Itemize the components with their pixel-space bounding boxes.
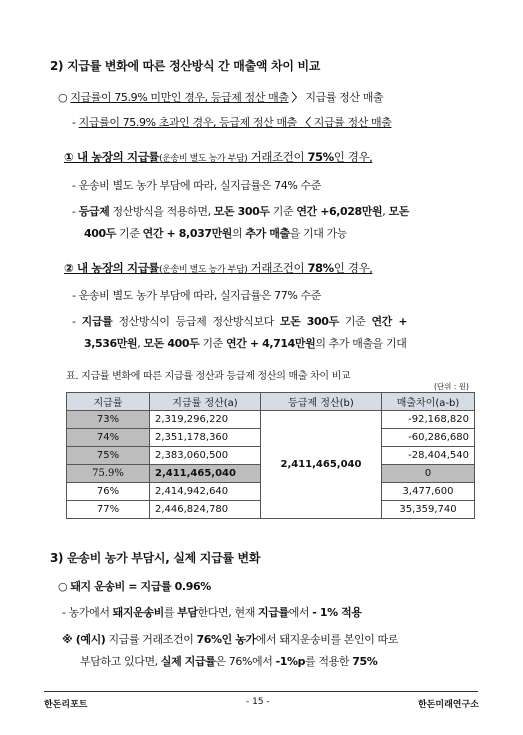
table-header-row	[67, 393, 475, 411]
case1-heading-e: 인 경우,	[333, 150, 373, 164]
cell-a: 2,383,060,500	[150, 447, 261, 465]
case2-line1: - 운송비 별도 농가 부담에 따라, 실지급률은 77% 수준	[72, 289, 321, 302]
comparison-table	[66, 392, 475, 519]
cell-a: 2,446,824,780	[150, 501, 261, 519]
case2-heading-e: 인 경우,	[333, 261, 373, 275]
section3-line1: - 농가에서 돼지운송비를 부담한다면, 현재 지급률에서 - 1% 적용	[62, 606, 362, 619]
case1-line1: - 운송비 별도 농가 부담에 따라, 실지급률은 74% 수준	[72, 179, 321, 192]
cell-b-merged: 2,411,465,040	[261, 411, 382, 519]
section3-bullet: ○ 돼지 운송비 = 지급률 0.96%	[58, 580, 211, 593]
cell-rate: 75%	[67, 447, 150, 465]
case2-line3: 3,536만원, 모돈 400두 기준 연간 + 4,714만원의 추가 매출을 기대	[84, 337, 407, 350]
bullet-circle-icon: ○	[58, 91, 68, 104]
bullet-circle-icon: ○	[58, 580, 68, 593]
footer-right: 한돈미래연구소	[418, 700, 479, 710]
case1-heading-b: (운송비 별도 농가 부담)	[159, 154, 248, 164]
cell-a: 2,351,178,360	[150, 429, 261, 447]
section3-note1: ※ (예시) 지급률 거래조건이 76%인 농가에서 돼지운송비를 본인이 따로	[62, 633, 399, 646]
header-b: 등급제 정산(b)	[261, 393, 382, 411]
case1-heading-d: 75%	[307, 150, 334, 164]
case1-line2: - 등급제 정산방식을 적용하면, 모돈 300두 기준 연간 +6,028만원, 모돈	[72, 205, 409, 218]
case1-heading-a: ① 내 농장의 지급률	[64, 150, 160, 164]
table-unit: (단위 : 원)	[434, 382, 469, 391]
cell-rate: 76%	[67, 483, 150, 501]
case1-heading-c: 거래조건이	[247, 150, 308, 164]
case2-heading	[64, 260, 372, 276]
cell-diff: -60,286,680	[382, 429, 475, 447]
page-number: - 15 -	[246, 697, 270, 707]
cell-rate: 73%	[67, 411, 150, 429]
case2-heading-c: 거래조건이	[247, 261, 308, 275]
cell-rate: 74%	[67, 429, 150, 447]
section3-title: 3) 운송비 농가 부담시, 실제 지급률 변화	[50, 551, 261, 565]
header-a: 지급률 정산(a)	[150, 393, 261, 411]
bullet-under-threshold: ○ 지급률이 75.9% 미만인 경우, 등급제 정산 매출 〉 지급률 정산 매출	[58, 91, 384, 104]
cell-diff: 35,359,740	[382, 501, 475, 519]
case2-heading-d: 78%	[307, 261, 334, 275]
cell-diff: 0	[382, 465, 475, 483]
case2-line2: - 지급률 정산방식이 등급제 정산방식보다 모돈 300두 기준 연간 +	[72, 315, 408, 328]
footer-left: 한돈리포트	[44, 700, 88, 710]
cell-a: 2,411,465,040	[150, 465, 261, 483]
header-diff: 매출차이(a-b)	[382, 393, 475, 411]
cell-a: 2,319,296,220	[150, 411, 261, 429]
section2-title: 2) 지급률 변화에 따른 정산방식 간 매출액 차이 비교	[50, 59, 321, 73]
cell-diff: -28,404,540	[382, 447, 475, 465]
case1-line3: 400두 기준 연간 + 8,037만원의 추가 매출을 기대 가능	[84, 227, 348, 240]
table-caption: 표. 지급률 변화에 따른 지급률 정산과 등급제 정산의 매출 차이 비교	[66, 371, 351, 382]
section3-note2: 부담하고 있다면, 실제 지급률은 76%에서 -1%p를 적용한 75%	[80, 655, 378, 668]
bullet-over-threshold: - 지급률이 75.9% 초과인 경우, 등급제 정산 매출 〈 지급률 정산 매출	[72, 116, 392, 129]
header-rate: 지급률	[67, 393, 150, 411]
cell-rate: 77%	[67, 501, 150, 519]
cell-diff: -92,168,820	[382, 411, 475, 429]
cell-diff: 3,477,600	[382, 483, 475, 501]
case1-heading	[64, 149, 372, 165]
cell-rate: 75.9%	[67, 465, 150, 483]
footer-rule	[44, 691, 478, 692]
cell-a: 2,414,942,640	[150, 483, 261, 501]
case2-heading-b: (운송비 별도 농가 부담)	[159, 265, 248, 275]
case2-heading-a: ② 내 농장의 지급률	[64, 261, 160, 275]
table-row	[67, 411, 475, 429]
